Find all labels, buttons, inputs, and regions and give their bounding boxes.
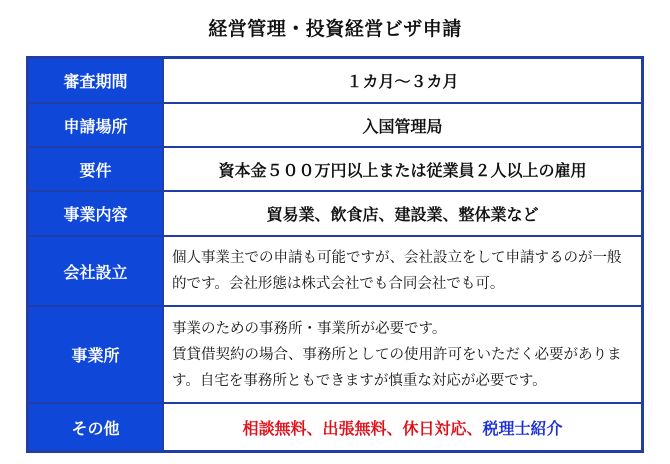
visa-info-table	[26, 56, 644, 453]
row-value: 入国管理局	[362, 116, 443, 136]
other-holiday-support: 休日対応、	[402, 418, 483, 438]
row-value-line: 事業のための事務所・事業所が必要です。	[172, 320, 447, 337]
page-title: 経営管理・投資経営ビザ申請	[208, 18, 462, 40]
row-requirements	[29, 146, 641, 190]
row-label: 申請場所	[29, 104, 164, 146]
row-company-establishment	[29, 235, 641, 305]
other-free-visit: 出張無料、	[322, 418, 403, 438]
row-label: 審査期間	[29, 59, 164, 102]
row-value	[164, 404, 641, 450]
row-value: １カ月～３カ月	[346, 72, 459, 91]
row-value: 個人事業主での申請も可能ですが、会社設立をして申請するのが一般的です。会社形態は株式会社でも合同会社でも可。	[172, 250, 622, 292]
row-label: 事業内容	[29, 192, 164, 235]
row-business-content	[29, 190, 641, 235]
row-application-place	[29, 102, 641, 146]
row-label: 要件	[29, 148, 164, 190]
row-value: 資本金５００万円以上または従業員２人以上の雇用	[218, 160, 587, 180]
row-value: 貿易業、飲食店、建設業、整体業など	[266, 205, 539, 224]
other-tax-accountant-referral: 税理士紹介	[482, 418, 563, 438]
row-other	[29, 402, 641, 450]
row-office	[29, 305, 641, 402]
row-label: 会社設立	[29, 237, 164, 305]
other-free-consultation: 相談無料、	[242, 418, 323, 438]
row-value-line: 賃貸借契約の場合、事務所としての使用許可をいただく必要があります。自宅を事務所ともできますが慎重な対応が必要です。	[172, 346, 622, 389]
row-label: その他	[29, 404, 164, 450]
row-label: 事業所	[29, 307, 164, 402]
row-review-period	[29, 59, 641, 102]
